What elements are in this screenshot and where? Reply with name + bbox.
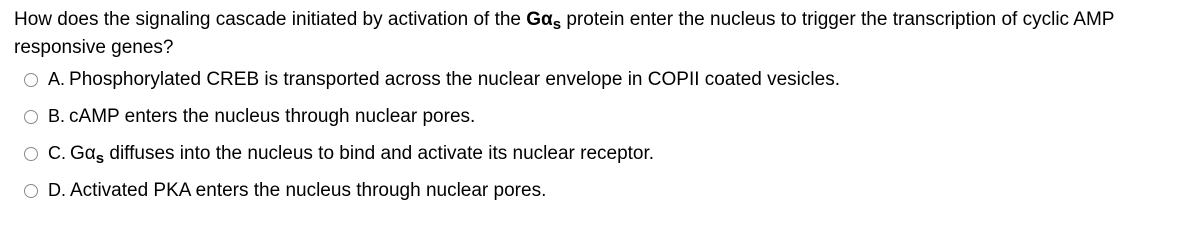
option-text-b: cAMP enters the nucleus through nuclear pores. [69,105,476,127]
option-d[interactable] [24,172,1184,209]
option-letter-c: C. [48,143,66,163]
radio-button-c[interactable] [24,147,38,161]
question-part1: How does the signaling cascade initiated by activation of the [14,9,527,30]
answer-options [24,61,1184,209]
g-alpha-s-symbol: $G\alpha_s$ [70,142,105,167]
question-text [14,6,1189,62]
question-part2: protein enter the nucleus to trigger the transcription of cyclic AMP responsive genes? [14,9,1115,58]
option-letter-b: B. [48,106,66,126]
option-letter-d: D. [48,180,66,200]
option-text-a: Phosphorylated CREB is transported across the nuclear envelope in COPII coated vesicles. [69,68,840,90]
g-alpha-s-symbol: $G\alpha_s$ [526,9,562,33]
radio-button-b[interactable] [24,110,38,124]
option-letter-a: A. [48,69,66,89]
option-a[interactable] [24,61,1184,98]
option-c[interactable] [24,135,1184,172]
option-b[interactable] [24,98,1184,135]
option-text-c: $G\alpha_s$ diffuses into the nucleus to bind and activate its nuclear receptor. [70,142,655,167]
option-text-d: Activated PKA enters the nucleus through nuclear pores. [70,179,547,201]
radio-button-d[interactable] [24,184,38,198]
radio-button-a[interactable] [24,73,38,87]
